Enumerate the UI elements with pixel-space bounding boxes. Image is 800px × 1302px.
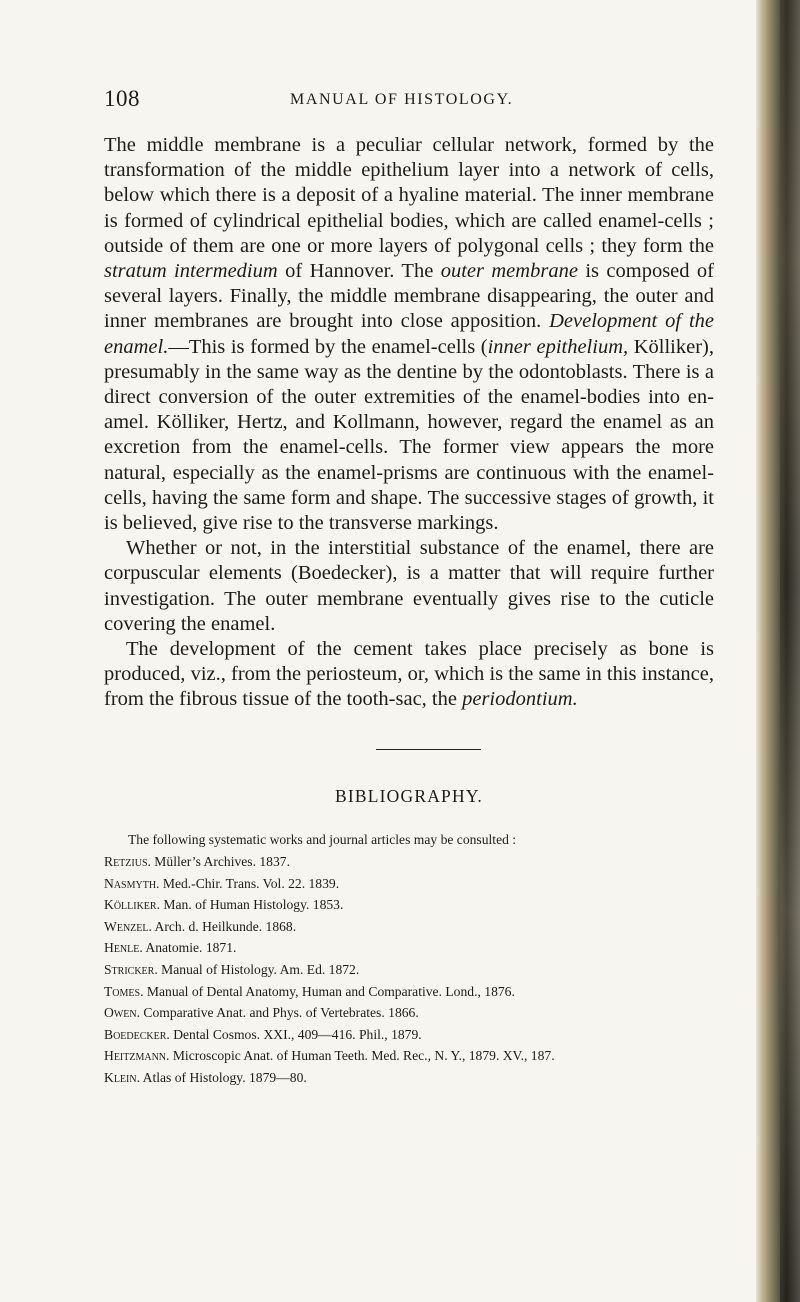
term-outer-membrane: outer membrane [440, 260, 578, 283]
bib-author: Heitzmann. [104, 1048, 170, 1064]
bib-entry [104, 1024, 724, 1046]
bib-entry [104, 894, 724, 916]
bib-entry [104, 937, 724, 959]
bib-author: Kölliker. [104, 897, 160, 913]
bib-author: Klein. [104, 1069, 140, 1085]
bib-entry [104, 959, 724, 981]
bib-citation: Manual of Dental Anatomy, Human and Comparative. Lond., 1876. [143, 983, 515, 999]
bib-author: Nasmyth. [104, 875, 160, 891]
bib-author: Wenzel. [104, 918, 152, 934]
bib-entry [104, 1002, 724, 1024]
running-head: MANUAL OF HISTOLOGY. [290, 91, 514, 108]
paragraph-3: The development of the cement takes place precisely as bone is produced, viz., from the periosteum, or, which is the same in this instance, from the fibrous tissue of the tooth-sac, the periodontium. [104, 638, 714, 711]
section-divider [376, 749, 481, 750]
bib-entry [104, 981, 724, 1003]
paragraph-1: The middle membrane is a peculiar cellular network, formed by the transformation of the middle epithelium layer into a network of cells, below which there is a deposit of a hyaline material. The inner membrane is formed of cylindrical epithelial bodies, which are called enamel-cells ; outside of them are one or more layers of polygonal cells ; they form the stratum intermedium of Hannover. The outer membrane is composed of several layers. Finally, the middle membrane disappearing, the outer and inner membranes are brought into close apposition. Development of the enamel.—This is formed by the enamel-cells (inner epithelium, Kölliker), presumably in the same way as the dentine by the odontoblasts. There is a direct conversion of the outer extremities of the enamel-bodies into enamel. Kölliker, Hertz, and Kollmann, however, regard the enamel as an excretion from the enamel-cells. The former view appears the more natural, especially as the enamel-prisms are continuous with the enamel-cells, having the same form and shape. The successive stages of growth, it is believed, give rise to the transverse markings. [104, 134, 715, 535]
bibliography-intro: The following systematic works and journal articles may be consulted : [128, 832, 517, 847]
bib-author: Owen. [104, 1005, 140, 1021]
bib-citation: Manual of Histology. Am. Ed. 1872. [157, 961, 360, 977]
page-number: 108 [104, 86, 140, 111]
subheading-development-enamel: Development of the enamel. [104, 310, 714, 358]
bib-author: Retzius. [104, 854, 151, 869]
bib-entry [104, 1067, 724, 1089]
bib-citation: Man. of Human Histology. 1853. [159, 897, 344, 913]
bib-citation: Comparative Anat. and Phys. of Vertebrates. 1866. [139, 1005, 419, 1021]
bib-author: Stricker. [104, 961, 158, 977]
term-inner-epithelium: inner epithelium, [487, 335, 629, 358]
bib-citation: Müller’s Archives. 1837. [150, 854, 290, 869]
bib-citation: Microscopic Anat. of Human Teeth. Med. Rec., N. Y., 1879. XV., 187. [169, 1048, 555, 1064]
paragraph-2: Whether or not, in the interstitial substance of the enamel, there are corpuscular elements (Boedecker), is a matter that will require further investigation. The outer membrane eventually gives rise to the cuticle covering the enamel. [104, 537, 714, 635]
term-periodontium: periodontium. [462, 688, 578, 711]
bibliography-heading: BIBLIOGRAPHY. [334, 786, 483, 806]
bib-entry [104, 1045, 724, 1067]
bib-citation: Arch. d. Heilkunde. 1868. [151, 918, 297, 934]
term-stratum-intermedium: stratum intermedium [104, 260, 278, 283]
bib-citation: Med.-Chir. Trans. Vol. 22. 1839. [159, 875, 340, 891]
page-header [104, 86, 714, 120]
bib-citation: Dental Cosmos. XXI., 409—416. Phil., 1879. [169, 1026, 422, 1042]
bib-entry [104, 916, 724, 938]
bib-entry [104, 873, 724, 895]
bib-citation: Anatomie. 1871. [142, 940, 237, 956]
bibliography-list [104, 851, 724, 1089]
book-spine-edge [780, 0, 800, 1302]
bib-author: Boedecker. [104, 1026, 170, 1042]
bib-entry [104, 851, 724, 873]
bib-citation: Atlas of Histology. 1879—80. [139, 1069, 307, 1085]
body-text [104, 133, 714, 713]
bib-author: Henle. [104, 940, 143, 956]
bib-author: Tomes. [104, 983, 144, 999]
